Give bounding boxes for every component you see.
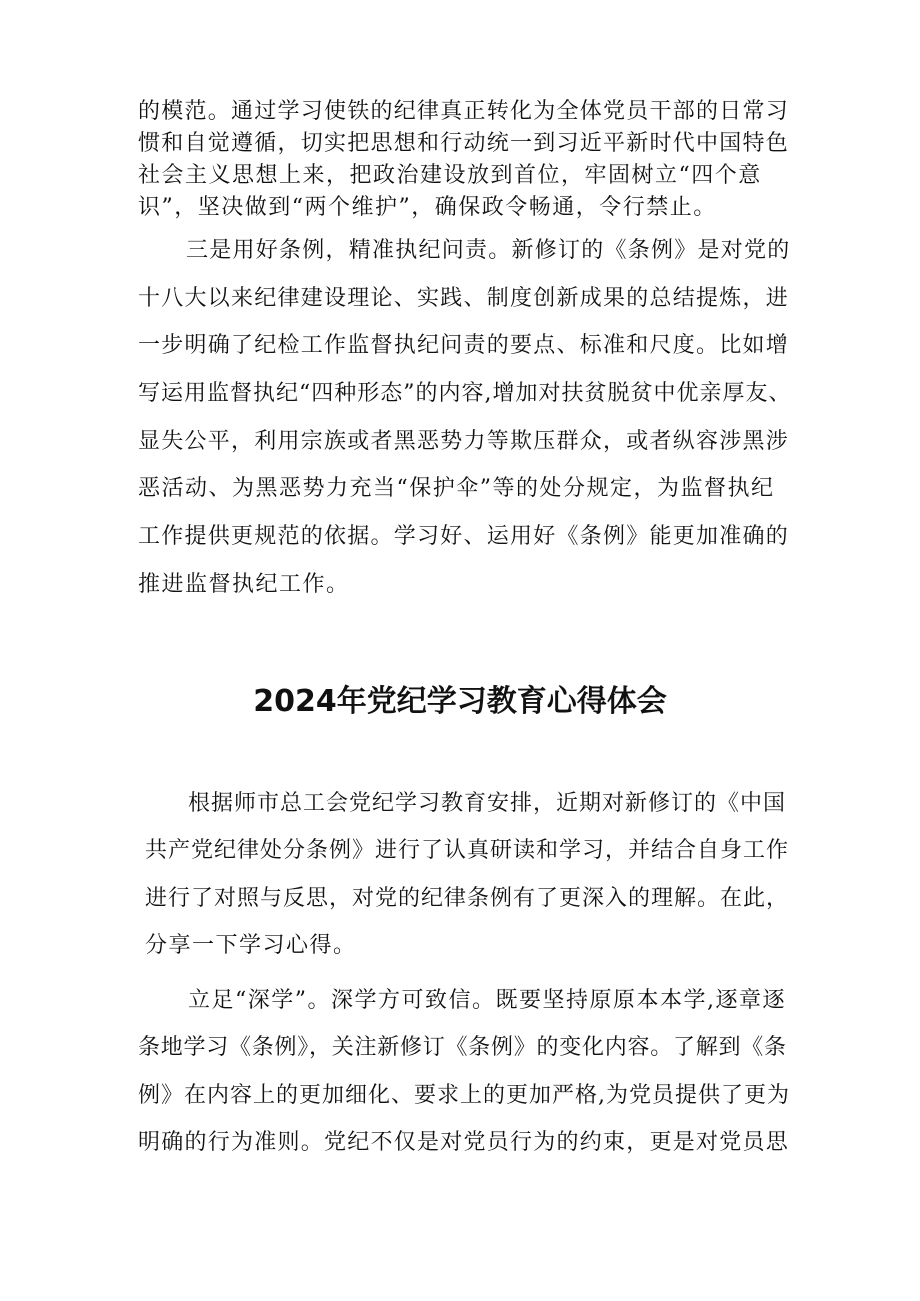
paragraph-line: 明确的行为准则。党纪不仅是对党员行为的约束，更是对党员思 (138, 1130, 790, 1155)
paragraph-line: 进行了对照与反思，对党的纪律条例有了更深入的理解。在此， (145, 886, 790, 911)
paragraph-line: 惯和自觉遵循，切实把思想和行动统一到习近平新时代中国特色 (138, 131, 790, 156)
paragraph-line: 显失公平，利用宗族或者黑恶势力等欺压群众，或者纵容涉黑涉 (138, 429, 790, 454)
paragraph-line: 共产党纪律处分条例》进行了认真研读和学习，并结合自身工作 (145, 838, 790, 863)
paragraph-line: 识”，坚决做到“两个维护”，确保政令畅通，令行禁止。 (138, 195, 717, 220)
paragraph-line: 写运用监督执纪“四种形态”的内容,增加对扶贫脱贫中优亲厚友、 (138, 381, 792, 406)
paragraph-line: 三是用好条例，精准执纪问责。新修订的《条例》是对党的 (186, 238, 791, 263)
paragraph-line: 工作提供更规范的依据。学习好、运用好《条例》能更加准确的 (138, 524, 790, 549)
paragraph-line: 条地学习《条例》，关注新修订《条例》的变化内容。了解到《条 (138, 1035, 787, 1060)
paragraph-line: 的模范。通过学习使铁的纪律真正转化为全体党员干部的日常习 (138, 99, 790, 124)
paragraph-line: 推进监督执纪工作。 (138, 572, 350, 597)
paragraph-line: 例》在内容上的更加细化、要求上的更加严格,为党员提供了更为 (138, 1083, 790, 1108)
paragraph-line: 十八大以来纪律建设理论、实践、制度创新成果的总结提炼，进 (138, 286, 790, 311)
paragraph-line: 立足“深学”。深学方可致信。既要坚持原原本本学,逐章逐 (188, 988, 786, 1013)
page-title: 2024年党纪学习教育心得体会 (253, 684, 667, 719)
paragraph-line: 恶活动、为黑恶势力充当“保护伞”等的处分规定，为监督执纪 (138, 476, 775, 501)
paragraph-line: 社会主义思想上来，把政治建设放到首位，牢固树立“四个意 (138, 163, 762, 188)
paragraph-line: 根据师市总工会党纪学习教育安排，近期对新修订的《中国 (188, 791, 787, 816)
paragraph-line: 分享一下学习心得。 (145, 933, 357, 958)
paragraph-line: 一步明确了纪检工作监督执纪问责的要点、标准和尺度。比如增 (138, 333, 790, 358)
